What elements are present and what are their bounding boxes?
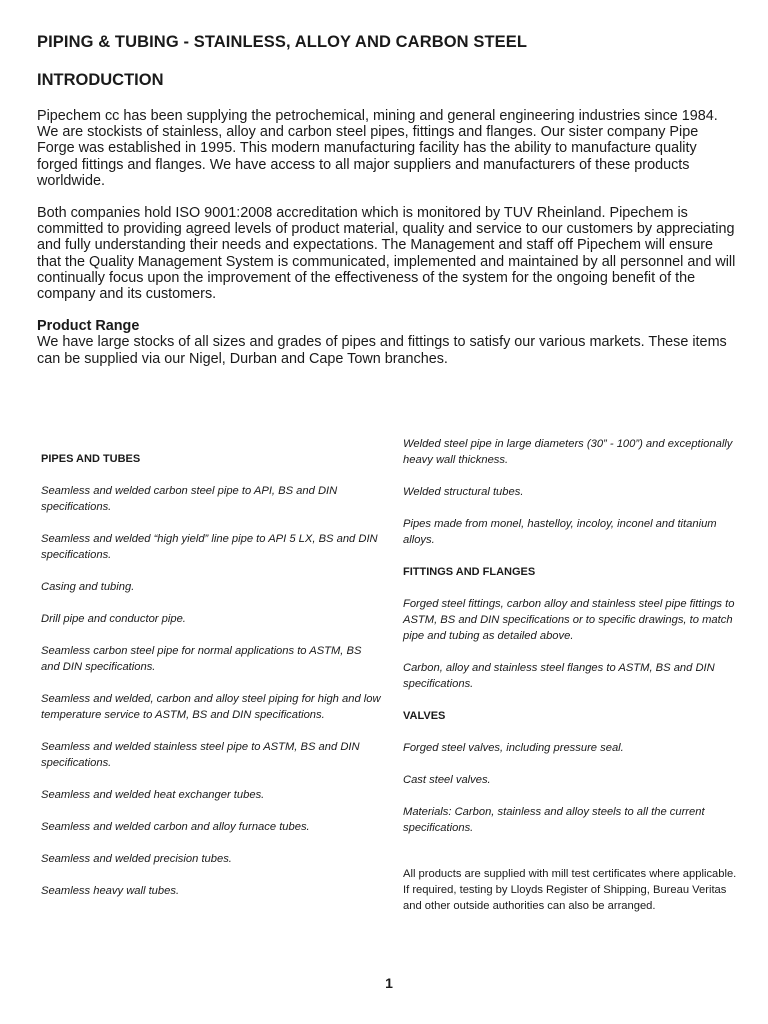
list-item: Pipes made from monel, hastelloy, incoloy, inconel and titanium alloys.	[403, 518, 717, 546]
pipes-and-tubes-heading: PIPES AND TUBES	[41, 453, 141, 465]
list-item: Welded steel pipe in large diameters (30” - 100”) and exceptionally heavy wall thickness.	[403, 438, 733, 466]
list-item: Cast steel valves.	[403, 774, 491, 786]
intro-paragraph-2: Both companies hold ISO 9001:2008 accreditation which is monitored by TUV Rheinland. Pipechem is committed to providing agreed levels of product material, quality and service to our customers by appreciating and fully understanding their needs and expectations. The Management and staff off Pipechem will ensure that the Quality Management System is communicated, implemented and maintained by all personnel and will continually focus upon the improvement of the effectiveness of the system for the ongoing benefit of the company and its customers.	[37, 205, 736, 303]
list-item: Carbon, alloy and stainless steel flanges to ASTM, BS and DIN specifications.	[403, 662, 715, 690]
list-item: Seamless heavy wall tubes.	[41, 885, 180, 897]
left-column	[41, 436, 381, 915]
list-item: Seamless and welded heat exchanger tubes.	[41, 789, 265, 801]
page-number: 1	[385, 975, 393, 991]
introduction-section	[37, 108, 737, 367]
valves-heading: VALVES	[403, 710, 446, 722]
list-item: Seamless and welded carbon steel pipe to API, BS and DIN specifications.	[41, 485, 338, 513]
list-item: Seamless and welded “high yield” line pipe to API 5 LX, BS and DIN specifications.	[41, 533, 378, 561]
list-item: Seamless and welded, carbon and alloy steel piping for high and low temperature service to ASTM, BS and DIN specifications.	[41, 693, 381, 721]
introduction-heading: INTRODUCTION	[37, 71, 164, 89]
fittings-and-flanges-heading: FITTINGS AND FLANGES	[403, 566, 536, 578]
list-item: Seamless carbon steel pipe for normal applications to ASTM, BS and DIN specifications.	[41, 645, 362, 673]
list-item: Casing and tubing.	[41, 581, 135, 593]
product-range-text: We have large stocks of all sizes and grades of pipes and fittings to satisfy our various markets. These items can be supplied via our Nigel, Durban and Cape Town branches.	[37, 334, 727, 367]
list-item: Seamless and welded precision tubes.	[41, 853, 232, 865]
right-column	[403, 436, 738, 914]
list-item: Materials: Carbon, stainless and alloy steels to all the current specifications.	[403, 806, 705, 834]
intro-paragraph-1: Pipechem cc has been supplying the petrochemical, mining and general engineering industries since 1984. We are stockists of stainless, alloy and carbon steel pipes, fittings and flanges. Our sister company Pipe Forge was established in 1995. This modern manufacturing facility has the ability to manufacture quality forged fittings and flanges. We have access to all major suppliers and manufacturers of these products worldwide.	[37, 108, 718, 189]
page-title: PIPING & TUBING - STAINLESS, ALLOY AND CARBON STEEL	[37, 33, 528, 51]
list-item: Forged steel fittings, carbon alloy and stainless steel pipe fittings to ASTM, BS and DIN specifications or to specific drawings, to match pipe and tubing as detailed above.	[403, 598, 735, 642]
list-item: Drill pipe and conductor pipe.	[41, 613, 186, 625]
product-range-heading: Product Range	[37, 318, 140, 335]
list-item: Welded structural tubes.	[403, 486, 524, 498]
list-item: Seamless and welded stainless steel pipe to ASTM, BS and DIN specifications.	[41, 741, 360, 769]
list-item: Seamless and welded carbon and alloy furnace tubes.	[41, 821, 310, 833]
list-item: Forged steel valves, including pressure seal.	[403, 742, 624, 754]
certificates-note: All products are supplied with mill test certificates where applicable. If required, testing by Lloyds Register of Shipping, Bureau Veritas and other outside authorities can also be arranged.	[403, 868, 737, 912]
